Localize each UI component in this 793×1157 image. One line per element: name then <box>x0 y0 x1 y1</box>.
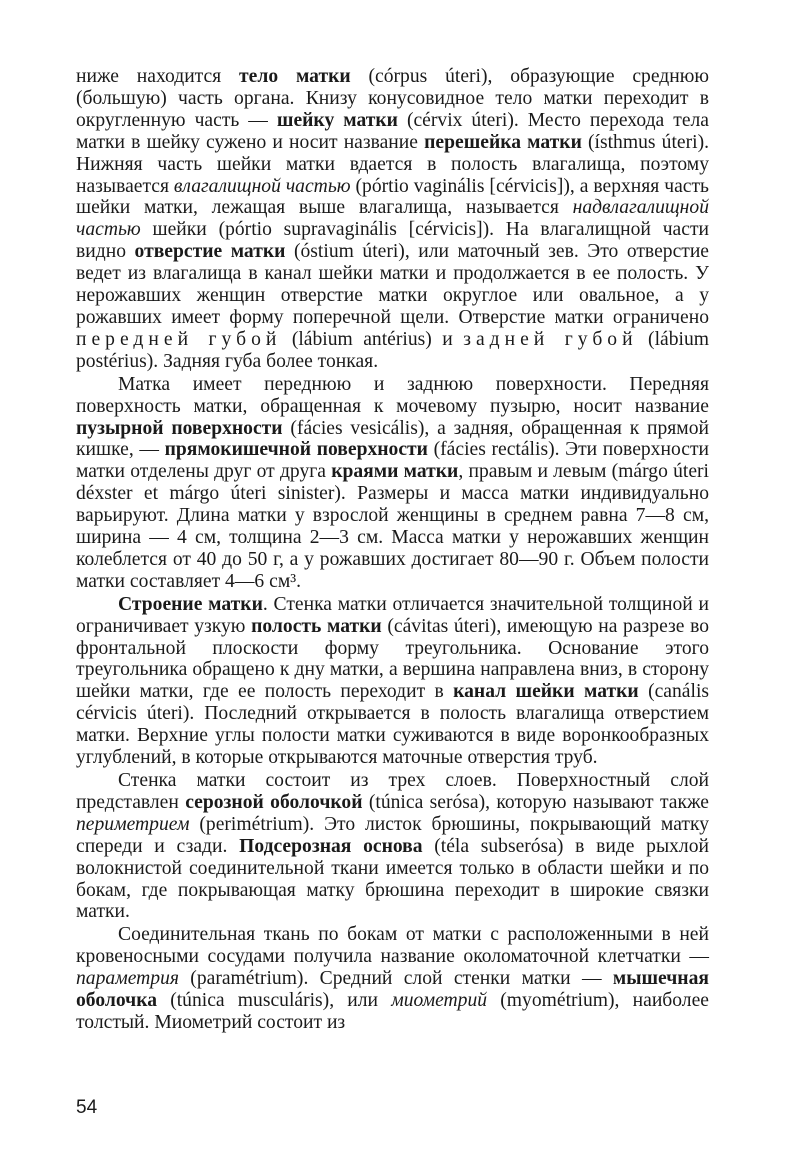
italic-term: параметрия <box>76 968 179 990</box>
text-run: (túnica serósa), которую называют также <box>362 791 709 813</box>
paragraph-3 <box>76 594 709 769</box>
text-run: (lábium postérius). Задняя губа более тонкая. <box>76 328 710 372</box>
paragraph-4 <box>76 770 709 923</box>
italic-term: миометрий <box>391 990 488 1012</box>
text-run: Стенка матки состоит из трех слоев. Поверхностный слой представлен <box>76 770 709 813</box>
bold-term: перешейка матки <box>424 131 582 153</box>
spaced-term: задней губой <box>463 328 638 350</box>
text-run: Соединительная ткань по бокам от матки с расположенными в ней кровеносными сосудами получила название околоматочной клетчатки — <box>76 924 709 968</box>
bold-term: прямокишечной поверхности <box>164 439 428 461</box>
text-run: (fácies rectális). Эти поверхности матки отделены друг от друга <box>76 439 709 483</box>
text-run: (myométrium), наиболее толстый. Миометрий состоит из <box>76 990 709 1033</box>
italic-term: влагалищной частью <box>173 175 351 197</box>
text-run: (cávitas úteri), имеющую на разрезе во фронтальной плоскости форму треугольника. Основание этого треугольника обращено к дну матки, а вершина направлена вниз, в сторону шейки матки, где ее полость переходит в <box>76 615 710 703</box>
text-run: (túnica musculáris), или <box>157 990 392 1012</box>
paragraph-2 <box>76 374 709 593</box>
text-run: (perimétrium). Это листок брюшины, покрывающий матку спереди и сзади. <box>76 813 709 857</box>
bold-term: Строение матки <box>118 593 263 615</box>
bold-term: мышечная оболочка <box>76 968 709 1012</box>
text-run: (óstium úteri), или маточный зев. Это отверстие ведет из влагалища в канал шейки матки и продолжается в ее полость. У нерожавших женщин отверстие матки округлое или овальное, а у рожавших имеет форму поперечной щели. Отверстие матки ограничено <box>76 241 710 328</box>
text-run: (córpus úteri), образующие среднюю (большую) часть органа. Книзу конусовидное тело матки переходит в округленную часть — <box>76 66 709 131</box>
text-run: (lábium antérius) и <box>281 328 464 350</box>
italic-term: надвлагалищной частью <box>76 197 709 241</box>
text-run: (ísthmus úteri). Нижняя часть шейки матки вдается в полость влагалища, поэтому называется <box>76 131 709 197</box>
text-run: , правым и левым (márgo úteri déxster et márgo úteri sinister). Размеры и масса матки индивидуально варьируют. Длина матки у взрослой женщины в среднем равна 7—8 см, ширина — 4 см, толщина 2—3 см. Масса матки у нерожавших женщин колеблется от 40 до 50 г, а у рожавших достигает 80—90 г. Объем полости матки составляет 4—6 см³. <box>76 461 709 592</box>
text-run: (pórtio vaginális [cérvicis]), а верхняя часть шейки матки, лежащая выше влагалища, называется <box>76 175 709 219</box>
bold-term: пузырной поверхности <box>76 417 283 439</box>
bold-term: полость матки <box>251 615 382 637</box>
text-run: (téla subserósa) в виде рыхлой волокнистой соединительной ткани имеется только в области шейки и по бокам, где покрывающая матку брюшина переходит в широкие связки матки. <box>76 835 709 923</box>
italic-term: периметрием <box>76 813 190 835</box>
text-run: ниже находится <box>76 66 240 87</box>
text-run: (cérvix úteri). Место перехода тела матки в шейку сужено и носит название <box>76 109 709 153</box>
page-text <box>76 66 709 1034</box>
bold-term: канал шейки матки <box>453 681 639 703</box>
text-run: . Стенка матки отличается значительной толщиной и ограничивает узкую <box>76 593 709 637</box>
text-run: (canális cérvicis úteri). Последний открывается в полость влагалища отверстием матки. Верхние углы полости матки суживаются в виде воронкообразных углублений, в которые открываются маточные отверстия труб. <box>76 681 710 769</box>
bold-term: краями матки <box>331 461 459 483</box>
paragraph-1 <box>76 66 709 373</box>
text-run: (paramétrium). Средний слой стенки матки — <box>178 968 613 990</box>
text-run: (fácies vesicális), а задняя, обращенная к прямой кишке, — <box>76 417 709 461</box>
text-run: Матка имеет переднюю и заднюю поверхности. Передняя поверхность матки, обращенная к мочевому пузырю, носит название <box>76 373 709 417</box>
bold-term: шейку матки <box>276 109 398 131</box>
bold-term: тело матки <box>239 66 351 87</box>
paragraph-5 <box>76 924 709 1034</box>
bold-term: отверстие матки <box>134 241 286 263</box>
bold-term: серозной оболочкой <box>185 791 363 813</box>
spaced-term: передней губой <box>76 328 282 350</box>
bold-term: Подсерозная основа <box>239 835 423 857</box>
text-run: шейки (pórtio supravaginális [cérvicis]). На влагалищной части видно <box>76 219 709 263</box>
page-number: 54 <box>76 1097 98 1118</box>
